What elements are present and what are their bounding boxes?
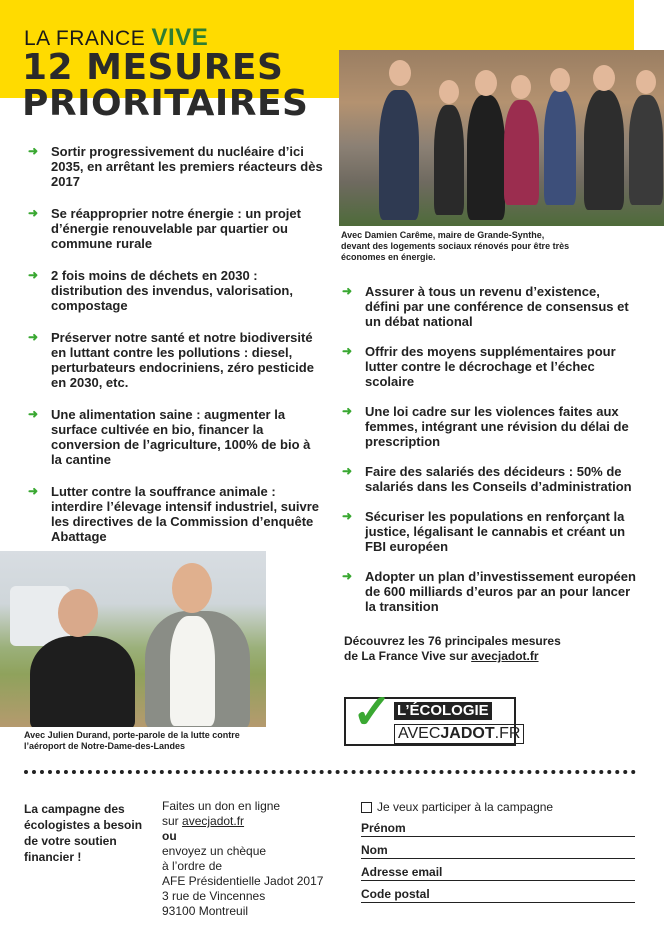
measure-item: ➜ Une alimentation saine : augmenter la surface cultivée en bio, financer la conversion de l’agriculture, 100% de bio à la cantine xyxy=(28,407,311,467)
participate-checkbox-label: Je veux participer à la campagne xyxy=(377,800,554,814)
arrow-icon: ➜ xyxy=(28,407,39,421)
caption-bottom-photo: Avec Julien Durand, porte-parole de la lutte contre l’aéroport de Notre-Dame-des-Landes xyxy=(24,730,240,751)
donate-link[interactable]: avecjadot.fr xyxy=(182,814,245,828)
arrow-icon: ➜ xyxy=(342,569,353,583)
photo-julien-durand xyxy=(0,551,266,727)
measure-item: ➜ Adopter un plan d’investissement européen de 600 milliards d’euros par an pour lancer la transition xyxy=(342,569,636,614)
measure-item: ➜ Se réapproprier notre énergie : un projet d’énergie renouvelable par quartier ou commune rurale xyxy=(28,206,301,251)
field-email[interactable]: Adresse email xyxy=(361,864,635,881)
measure-item: ➜ Sécuriser les populations en renforçant la justice, légalisant le cannabis et créant un FBI européen xyxy=(342,509,626,554)
arrow-icon: ➜ xyxy=(28,206,39,220)
participate-checkbox-row[interactable] xyxy=(361,799,635,815)
ecologie-jadot-logo xyxy=(344,686,521,746)
arrow-icon: ➜ xyxy=(342,464,353,478)
participate-checkbox[interactable] xyxy=(361,802,372,813)
field-prenom[interactable]: Prénom xyxy=(361,820,635,837)
checkmark-icon: ✓ xyxy=(352,686,393,739)
measure-item: ➜ Préserver notre santé et notre biodiversité en luttant contre les pollutions : diesel, perturbateurs endocriniens, zéro pesticide en 2030, etc. xyxy=(28,330,314,390)
measure-item: ➜ Lutter contre la souffrance animale : interdire l’élevage intensif industriel, suivre les directives de la Commission d’enquête Abattage xyxy=(28,484,320,544)
arrow-icon: ➜ xyxy=(342,509,353,523)
photo-damien-careme xyxy=(339,50,664,226)
arrow-icon: ➜ xyxy=(342,344,353,358)
donation-info: Faites un don en ligne sur avecjadot.fr ou envoyez un chèque à l’ordre de AFE Présidentielle Jadot 2017 3 rue de Vincennes 93100 Montreuil xyxy=(162,799,324,918)
measure-item: ➜ Une loi cadre sur les violences faites aux femmes, intégrant une révision du délai de prescription xyxy=(342,404,629,449)
logo-line-1: L’ÉCOLOGIE xyxy=(394,702,492,720)
title-line-2: PRIORITAIRES xyxy=(22,83,309,124)
field-code-postal[interactable]: Code postal xyxy=(361,886,635,903)
title-line-1: 12 MESURES xyxy=(22,47,284,88)
arrow-icon: ➜ xyxy=(28,144,39,158)
arrow-icon: ➜ xyxy=(28,330,39,344)
brand-accent: VIVE xyxy=(151,24,209,51)
measures-list-right xyxy=(338,284,638,614)
measure-item: ➜ 2 fois moins de déchets en 2030 : distribution des invendus, valorisation, compostage xyxy=(28,268,293,313)
logo-line-2: AVECJADOT.FR xyxy=(394,724,524,744)
page-title xyxy=(22,47,309,124)
measures-list-left xyxy=(24,144,324,544)
arrow-icon: ➜ xyxy=(342,404,353,418)
caption-top-photo: Avec Damien Carême, maire de Grande-Synthe, devant des logements sociaux rénovés pour être très économes en énergie. xyxy=(341,230,570,262)
arrow-icon: ➜ xyxy=(28,268,39,282)
participation-form xyxy=(361,799,635,903)
measure-item: ➜ Faire des salariés des décideurs : 50% de salariés dans les Conseils d’administration xyxy=(342,464,632,494)
support-message: La campagne des écologistes a besoin de votre soutien financier ! xyxy=(24,802,143,864)
discover-measures: Découvrez les 76 principales mesures de La France Vive sur avecjadot.fr xyxy=(344,634,561,663)
arrow-icon: ➜ xyxy=(342,284,353,298)
measure-item: ➜ Assurer à tous un revenu d’existence, défini par une conférence de consensus et un débat national xyxy=(342,284,629,329)
arrow-icon: ➜ xyxy=(28,484,39,498)
cut-line-divider xyxy=(24,770,636,774)
brand-prefix: LA FRANCE xyxy=(24,27,152,50)
measure-item: ➜ Offrir des moyens supplémentaires pour lutter contre le décrochage et l’échec scolaire xyxy=(342,344,616,389)
field-nom[interactable]: Nom xyxy=(361,842,635,859)
measure-item: ➜ Sortir progressivement du nucléaire d’ici 2035, en arrêtant les premiers réacteurs dès 2017 xyxy=(28,144,323,189)
discover-link[interactable]: avecjadot.fr xyxy=(471,649,539,663)
